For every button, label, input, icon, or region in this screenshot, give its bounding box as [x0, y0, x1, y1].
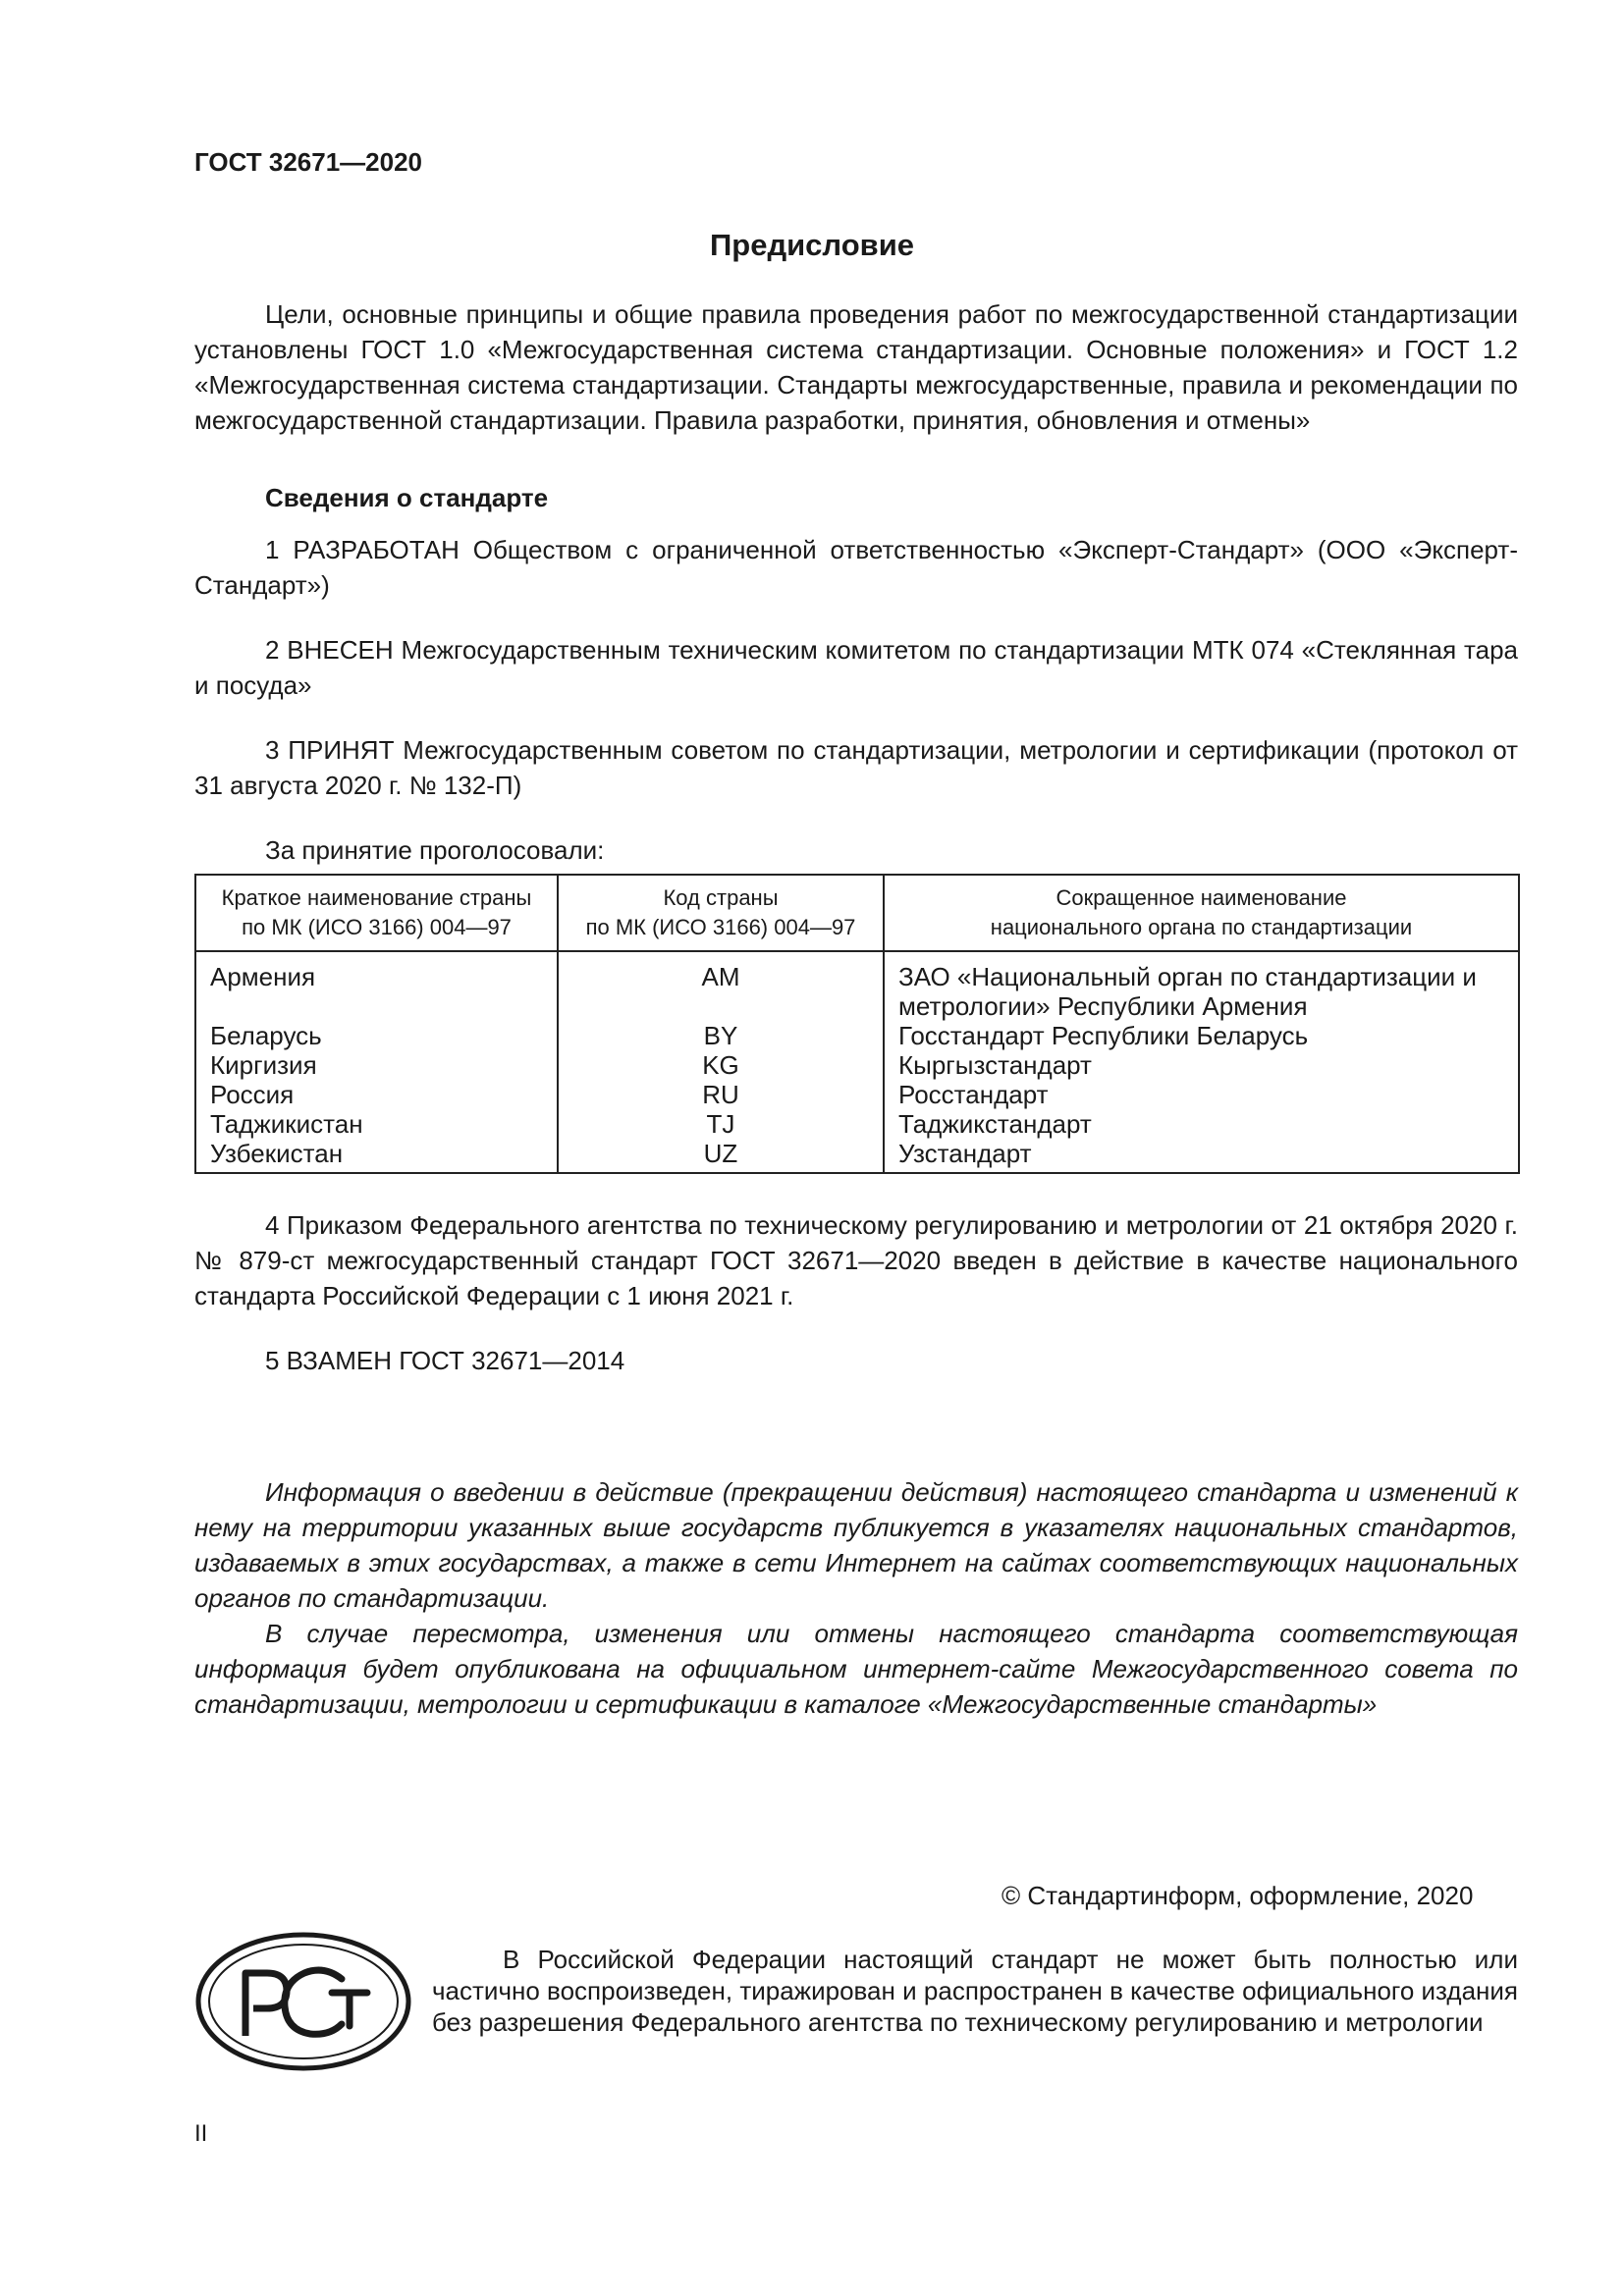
copyright-line: © Стандартинформ, оформление, 2020 — [1001, 1881, 1474, 1910]
row-code: TJ — [558, 1109, 884, 1139]
page-number: II — [194, 2120, 208, 2147]
notice-paragraph-1: Информация о введении в действие (прекращении действия) настоящего стандарта и изменений к нему на территории указанных выше государств публикуется в указателях национальных стандартов, издаваемых в этих государствах, а также в сети Интернет на сайтах соответствующих национальных органов по стандартизации. — [194, 1477, 1518, 1613]
row-code: AM — [558, 951, 884, 1021]
row-code: RU — [558, 1080, 884, 1109]
table-row — [195, 1080, 1519, 1109]
row-country: Армения — [195, 951, 558, 1021]
item-adopted: 3 ПРИНЯТ Межгосударственным советом по стандартизации, метрологии и сертификации (протокол от 31 августа 2020 г. № 132-П) — [194, 735, 1518, 800]
notice-paragraph-2: В случае пересмотра, изменения или отмены настоящего стандарта соответствующая информация будет опубликована на официальном интернет-сайте Межгосударственного совета по стандартизации, метрологии и сертификации в каталоге «Межгосударственные стандарты» — [194, 1619, 1518, 1719]
table-header-row — [195, 875, 1519, 951]
header-code-line1: Код страны — [663, 885, 779, 910]
voting-table — [194, 874, 1520, 1174]
header-country-line2: по МК (ИСО 3166) 004—97 — [242, 915, 512, 939]
row-code: BY — [558, 1021, 884, 1050]
rights-notice: В Российской Федерации настоящий стандарт не может быть полностью или частично воспроизведен, тиражирован и распространен в качестве официального издания без разрешения Федерального агентства по техническому регулированию и метрологии — [432, 1945, 1518, 2037]
header-country — [195, 875, 558, 951]
row-code: UZ — [558, 1139, 884, 1173]
page-title: Предисловие — [709, 228, 914, 262]
item-enacted: 4 Приказом Федерального агентства по техническому регулированию и метрологии от 21 октября 2020 г. № 879-ст межгосударственный стандарт ГОСТ 32671—2020 введен в действие в качестве национального стандарта Российской Федерации с 1 июня 2021 г. — [194, 1210, 1518, 1310]
row-country: Россия — [195, 1080, 558, 1109]
row-body: Росстандарт — [884, 1080, 1519, 1109]
header-code — [558, 875, 884, 951]
table-row — [195, 1109, 1519, 1139]
row-body: Госстандарт Республики Беларусь — [884, 1021, 1519, 1050]
table-row — [195, 1021, 1519, 1050]
table-row — [195, 1050, 1519, 1080]
table-row — [195, 1139, 1519, 1173]
header-body-line2: национального органа по стандартизации — [990, 915, 1413, 939]
row-body: Кыргызстандарт — [884, 1050, 1519, 1080]
table-row — [195, 951, 1519, 1021]
row-body: ЗАО «Национальный орган по стандартизации и метрологии» Республики Армения — [884, 951, 1519, 1021]
header-body-line1: Сокращенное наименование — [1056, 885, 1347, 910]
row-country: Таджикистан — [195, 1109, 558, 1139]
row-country: Беларусь — [195, 1021, 558, 1050]
item-developed: 1 РАЗРАБОТАН Обществом с ограниченной ответственностью «Эксперт-Стандарт» (ООО «Эксперт-Стандарт») — [194, 535, 1518, 600]
row-country: Киргизия — [195, 1050, 558, 1080]
header-code-line2: по МК (ИСО 3166) 004—97 — [585, 915, 856, 939]
item-replaces: 5 ВЗАМЕН ГОСТ 32671—2014 — [265, 1346, 625, 1375]
voted-label: За принятие проголосовали: — [265, 835, 605, 865]
row-body: Узстандарт — [884, 1139, 1519, 1173]
row-code: KG — [558, 1050, 884, 1080]
row-country: Узбекистан — [195, 1139, 558, 1173]
document-code: ГОСТ 32671—2020 — [194, 147, 422, 177]
header-country-line1: Краткое наименование страны — [221, 885, 532, 910]
header-body — [884, 875, 1519, 951]
rst-logo-icon — [194, 1930, 412, 2073]
row-body: Таджикстандарт — [884, 1109, 1519, 1139]
section-heading: Сведения о стандарте — [265, 483, 549, 512]
intro-paragraph: Цели, основные принципы и общие правила проведения работ по межгосударственной стандартизации установлены ГОСТ 1.0 «Межгосударственная система стандартизации. Основные положения» и ГОСТ 1.2 «Межгосударственная система стандартизации. Стандарты межгосударственные, правила и рекомендации по межгосударственной стандартизации. Правила разработки, принятия, обновления и отмены» — [194, 299, 1518, 435]
item-introduced: 2 ВНЕСЕН Межгосударственным техническим комитетом по стандартизации МТК 074 «Стеклянная тара и посуда» — [194, 635, 1518, 700]
